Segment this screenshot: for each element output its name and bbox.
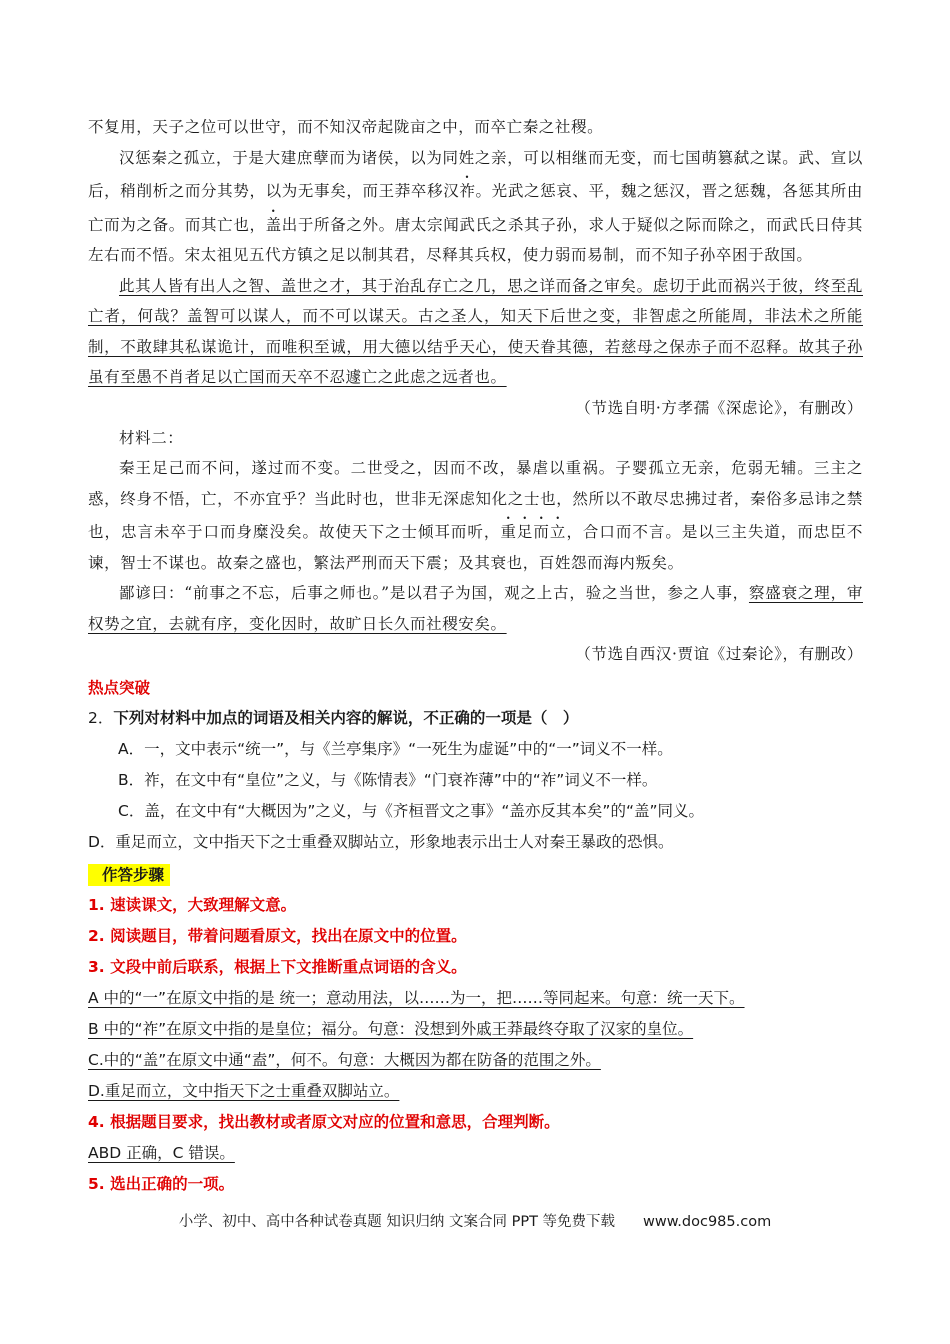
step-3: 3. 文段中前后联系，根据上下文推断重点词语的含义。 bbox=[88, 958, 467, 976]
hot-title: 热点突破 bbox=[88, 679, 151, 697]
step-2: 2. 阅读题目，带着问题看原文，找出在原文中的位置。 bbox=[88, 927, 467, 945]
analysis-d: D.重足而立，文中指天下之士重叠双脚站立。 bbox=[88, 1082, 400, 1100]
dotted-word-zuo: 祚 bbox=[459, 182, 476, 200]
material1-source: （节选自明·方孝孺《深虑论》，有删改） bbox=[575, 398, 863, 417]
footer-site-link[interactable]: www.doc985.com bbox=[643, 1214, 772, 1230]
step-4: 4. 根据题目要求，找出教材或者原文对应的位置和意思，合理判断。 bbox=[88, 1113, 560, 1131]
material1-line-first: 不复用，天子之位可以世守，而不知汉帝起陇亩之中，而卒亡秦之社稷。 bbox=[88, 118, 604, 136]
option-d: D．重足而立，文中指天下之士重叠双脚站立，形象地表示出士人对秦王暴政的恐惧。 bbox=[88, 833, 674, 851]
material2-para1: 秦王足己而不问，遂过而不变。二世受之，因而不改，暴虐以重祸。子婴孤立无亲，危弱无辅。三主之惑，终身不悟，亡，不亦宜乎？当此时也，世非无深虑知化之士也，然所以不敢尽忠拂过者，秦俗多忌讳之禁也，忠言未卒于口而身糜没矣。故使天下之士倾耳而听，重足而立，合口而不言。是以三主失道，而忠臣不谏，智士不谋也。故秦之盛也，繁法严刑而天下震；及其衰也，百姓怨而海内叛矣。 bbox=[88, 459, 863, 572]
document-body bbox=[88, 112, 863, 1200]
analysis-a: A 中的“一”在原文中指的是 统一；意动用法，以……为一，把……等同起来。句意：统一天下。 bbox=[88, 989, 745, 1007]
conclusion: ABD 正确，C 错误。 bbox=[88, 1144, 235, 1162]
analysis-b: B 中的“祚”在原文中指的是皇位；福分。句意：没想到外戚王莽最终夺取了汉家的皇位。 bbox=[88, 1020, 694, 1038]
dotted-phrase: 重足而立 bbox=[500, 523, 567, 541]
footer-text: 小学、初中、高中各种试卷真题 知识归纳 文案合同 PPT 等免费下载 bbox=[178, 1214, 616, 1230]
material2-heading: 材料二： bbox=[119, 428, 184, 447]
material2-para2: 鄙谚曰：“前事之不忘，后事之师也。”是以君子为国，观之上古，验之当世，参之人事，察盛衰之理，审权势之宜，去就有序，变化因时，故旷日长久而社稷安矣。 bbox=[88, 584, 863, 633]
underlined-passage-2: 察盛衰之理，审权势之宜，去就有序，变化因时，故旷日长久而社稷安矣。 bbox=[88, 584, 863, 633]
option-a: A．一，文中表示“统一”，与《兰亭集序》“一死生为虚诞”中的“一”词义不一样。 bbox=[118, 740, 673, 758]
option-b: B．祚，在文中有“皇位”之义，与《陈情表》“门衰祚薄”中的“祚”词义不一样。 bbox=[118, 771, 658, 789]
analysis-c: C.中的“盖”在原文中通“盍”，何不。句意：大概因为都在防备的范围之外。 bbox=[88, 1051, 601, 1069]
step-1: 1. 速读课文，大致理解文意。 bbox=[88, 896, 297, 914]
steps-title: 作答步骤 bbox=[88, 860, 863, 890]
underlined-passage: 此其人皆有出人之智、盖世之才，其于治乱存亡之几，思之详而备之审矣。虑切于此而祸兴于彼，终至乱亡者，何哉？盖智可以谋人，而不可以谋天。古之圣人，知天下后世之变，非智虑之所能周，非法术之所能制，不敢肆其私谋诡计，而唯积至诚，用大德以结乎天心，使天眷其德，若慈母之保赤子而不忍释。故其子孙虽有至愚不肖者足以亡国而天卒不忍遽亡之此虑之远者也。 bbox=[88, 276, 863, 386]
step-5: 5. 选出正确的一项。 bbox=[88, 1175, 235, 1193]
material1-para2: 汉惩秦之孤立，于是大建庶孽而为诸侯，以为同姓之亲，可以相继而无变，而七国萌篡弑之谋。武、宣以后，稍削析之而分其势，以为无事矣，而王莽卒移汉祚。光武之惩哀、平，魏之惩汉，晋之惩魏，各惩其所由亡而为之备。而其亡也，盖出于所备之外。唐太宗闻武氏之杀其子孙，求人于疑似之际而除之，而武氏日侍其左右而不悟。宋太祖见五代方镇之足以制其君，尽释其兵权，使力弱而易制，而不知子孙卒困于敌国。 bbox=[88, 148, 863, 264]
material1-para3 bbox=[88, 271, 863, 393]
question-stem: 2．下列对材料中加点的词语及相关内容的解说，不正确的一项是（ ） bbox=[88, 709, 579, 727]
option-c: C．盖，在文中有“大概因为”之义，与《齐桓晋文之事》“盖亦反其本矣”的“盖”同义。 bbox=[118, 802, 705, 820]
material2-source: （节选自西汉·贾谊《过秦论》，有删改） bbox=[575, 645, 863, 663]
dotted-word-gai: 盖 bbox=[265, 215, 282, 234]
page-footer bbox=[0, 1210, 950, 1231]
